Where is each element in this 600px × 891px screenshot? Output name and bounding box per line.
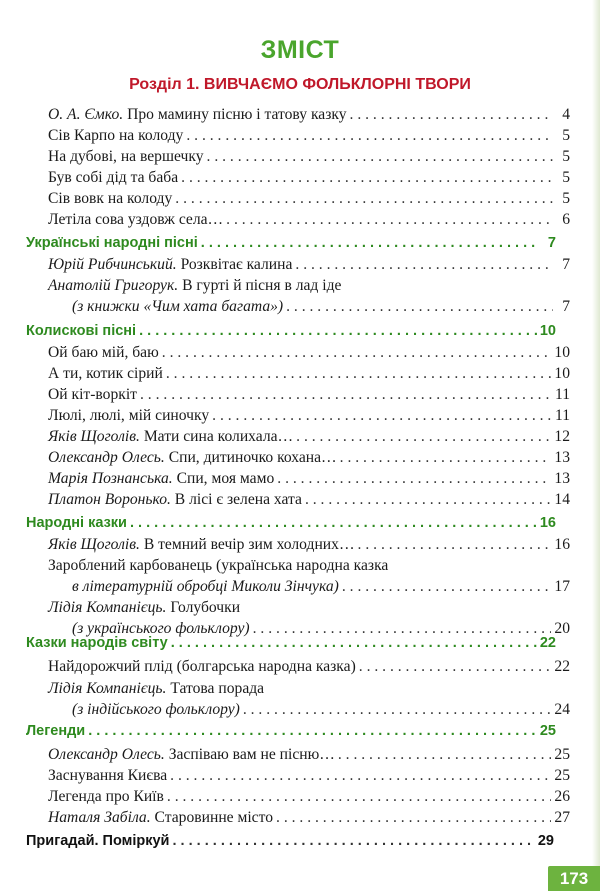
toc-entry[interactable]: Легенда про Київ . . . 26 [48,786,570,807]
toc-entry[interactable]: Зароблений карбованець (українська народна казка [48,557,389,574]
toc-entry[interactable]: Заснування Києва . . . 25 [48,765,570,786]
page-ref: 12 [554,428,570,445]
page-ref: 25 [554,746,570,763]
toc-entry[interactable]: Лідія Компанієць. Голубочки [48,599,241,616]
toc-entry[interactable]: Платон Воронько. В лісі є зелена хата . . . 14 [48,489,570,510]
toc-entry[interactable]: Яків Щоголів. Мати сина колихала… . . . 12 [48,426,570,447]
page-title: ЗМІСТ [260,36,340,64]
toc-entry[interactable]: А ти, котик сірий . . . 10 [48,363,570,384]
section-heading: Розділ 1. ВИВЧАЄМО ФОЛЬКЛОРНІ ТВОРИ [129,76,471,93]
toc-entry[interactable]: Ой баю мій, баю . . . 10 [48,342,570,363]
toc-category-lullabies[interactable]: Колискові пісні . . . 10 [26,321,556,342]
toc-entry[interactable]: О. А. Ємко. Про мамину пісню і татову казку . . . 4 [48,104,570,125]
toc-entry[interactable]: Олександр Олесь. Заспіваю вам не пісню… . . . 25 [48,744,570,765]
page-ref: 11 [554,386,570,403]
page-ref: 10 [554,365,570,382]
page-ref: 22 [539,635,556,651]
page-ref: 7 [562,256,570,273]
toc-entry[interactable]: Лідія Компанієць. Татова порада [48,680,265,697]
toc-entry[interactable]: Юрій Рибчинський. Розквітає калина . . . 7 [48,254,570,275]
page-ref: 5 [562,148,570,165]
page-ref: 16 [539,515,556,531]
toc-entry[interactable]: Сів Карпо на колоду . . . 5 [48,125,570,146]
page-ref: 7 [547,235,556,251]
page-ref: 25 [539,723,556,739]
toc-category-folk-tales[interactable]: Народні казки . . . 16 [26,513,556,534]
page-ref: 17 [554,578,570,595]
toc-entry[interactable]: Сів вовк на колоду . . . 5 [48,188,570,209]
toc-category-world-tales[interactable]: Казки народів світу . . . 22 [26,633,556,654]
toc-entry[interactable]: Анатолій Григорук. В гурті й пісня в лад іде [48,277,342,294]
toc-entry-continuation[interactable]: (з українського фольклору) . . . 20 [72,618,570,639]
page-ref: 10 [539,323,556,339]
page-number-badge: 173 [548,866,600,891]
side-gradient-bar [592,0,600,866]
toc-entry[interactable]: Наталя Забіла. Старовинне місто . . . 27 [48,807,570,828]
toc-entry[interactable]: На дубові, на вершечку . . . 5 [48,146,570,167]
toc-final-review[interactable]: Пригадай. Поміркуй . . . 29 [26,831,554,852]
page-ref: 14 [554,491,570,508]
page-ref: 13 [554,470,570,487]
toc-entry[interactable]: Летіла сова уздовж села… . . . 6 [48,209,570,230]
page-ref: 5 [562,190,570,207]
toc-entry[interactable]: Був собі дід та баба . . . 5 [48,167,570,188]
toc-entry[interactable]: Люлі, люлі, мій синочку . . . 11 [48,405,570,426]
page-ref: 29 [537,833,554,849]
page-ref: 16 [554,536,570,553]
page-ref: 25 [554,767,570,784]
toc-category-folk-songs[interactable]: Українські народні пісні . . . 7 [26,233,556,254]
page-ref: 13 [554,449,570,466]
page-ref: 7 [562,298,570,315]
page-ref: 10 [554,344,570,361]
toc-entry[interactable]: Найдорожчий плід (болгарська народна казка) . . . 22 [48,656,570,677]
page-ref: 5 [562,127,570,144]
toc-entry-continuation[interactable]: (з книжки «Чим хата багата») . . . 7 [72,296,570,317]
page-ref: 26 [554,788,570,805]
toc-entry[interactable]: Марія Познанська. Спи, моя мамо . . . 13 [48,468,570,489]
toc-entry-continuation[interactable]: (з індійського фольклору) . . . 24 [72,699,570,720]
toc-entry[interactable]: Ой кіт-воркіт . . . 11 [48,384,570,405]
page-ref: 22 [554,658,570,675]
page-ref: 27 [554,809,570,826]
page-ref: 11 [554,407,570,424]
page-ref: 6 [562,211,570,228]
toc-entry[interactable]: Яків Щоголів. В темний вечір зим холодних… . . . 16 [48,534,570,555]
page-ref: 5 [562,169,570,186]
toc-entry-continuation[interactable]: в літературній обробці Миколи Зінчука) . . . 17 [72,576,570,597]
page-ref: 20 [554,620,570,637]
toc-category-legends[interactable]: Легенди . . . 25 [26,721,556,742]
page-ref: 24 [554,701,570,718]
page-ref: 4 [562,106,570,123]
toc-entry[interactable]: Олександр Олесь. Спи, дитиночко кохана… . . . 13 [48,447,570,468]
